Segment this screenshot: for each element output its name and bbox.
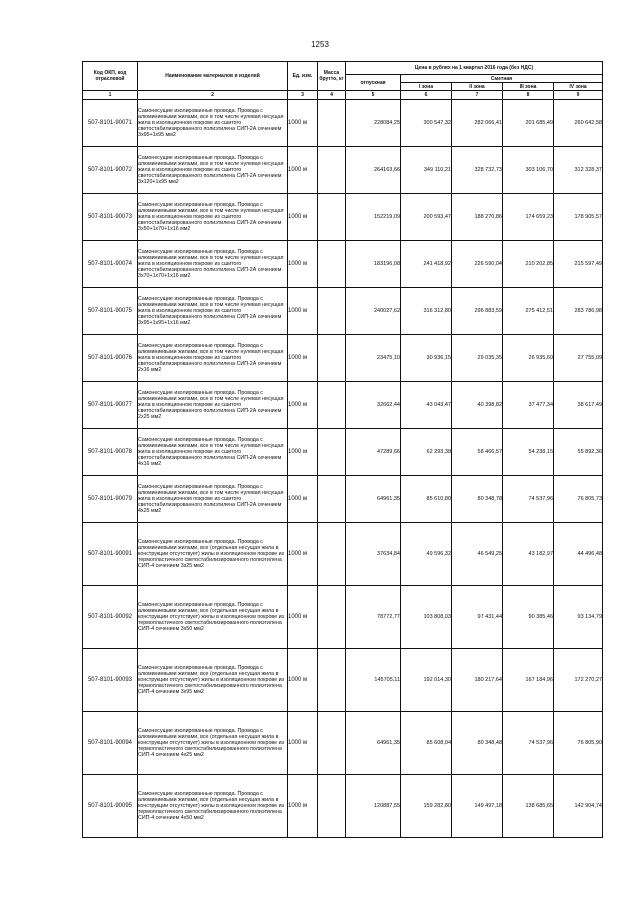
price-zone-1: 103 808,03 xyxy=(401,586,452,649)
table-row xyxy=(83,649,603,712)
description-text: Самонесущие изолированные провода. Провода с алюминиевыми жилами, все в том числе нулевая несущая жила в изоляционном покрове из сшитого светостабилизированного полиэтилена СИП-2А сечением 3х120+1х95 мм2 xyxy=(138,154,284,186)
gross-mass xyxy=(318,288,346,335)
product-code: 507-8101-90075 xyxy=(83,288,138,335)
table-row xyxy=(83,712,603,775)
description-text: Самонесущие изолированные провода. Провода с алюминиевыми жилами, все в том числе нулевая несущая жила в изоляционном покрове из сшитого светостабилизированного полиэтилена СИП-2А сечением 4х16 мм2 xyxy=(138,436,284,468)
product-code: 507-8101-90091 xyxy=(83,523,138,586)
product-code: 507-8101-90071 xyxy=(83,100,138,147)
release-price: 120887,55 xyxy=(346,775,401,838)
product-code: 507-8101-90077 xyxy=(83,382,138,429)
product-code: 507-8101-90095 xyxy=(83,775,138,838)
table-row xyxy=(83,586,603,649)
column-number: 1 xyxy=(83,91,138,100)
release-price: 78772,77 xyxy=(346,586,401,649)
gross-mass xyxy=(318,429,346,476)
price-zone-4: 260 642,58 xyxy=(554,100,603,147)
price-zone-2: 80 348,78 xyxy=(452,476,503,523)
column-number: 2 xyxy=(138,91,288,100)
price-zone-2: 188 270,86 xyxy=(452,194,503,241)
table-row xyxy=(83,147,603,194)
release-price: 152219,09 xyxy=(346,194,401,241)
unit-of-measure: 1000 м xyxy=(288,476,318,523)
product-description xyxy=(138,147,288,194)
price-zone-1: 49 596,32 xyxy=(401,523,452,586)
gross-mass xyxy=(318,775,346,838)
product-code: 507-8101-90072 xyxy=(83,147,138,194)
price-zone-1: 192 014,30 xyxy=(401,649,452,712)
product-description xyxy=(138,100,288,147)
description-text: Самонесущие изолированные провода. Провода с алюминиевыми жилами, все (отдельная несущая жила в конструкции отсутствует) жилы в изоляционном покрове из термопластичного светостабилизированного полиэтилена СИП-4 сечением 3х50 мм2 xyxy=(138,601,284,633)
price-zone-3: 174 659,23 xyxy=(503,194,554,241)
price-zone-1: 300 547,32 xyxy=(401,100,452,147)
description-text: Самонесущие изолированные провода. Провода с алюминиевыми жилами, все в том числе нулевая несущая жила в изоляционном покрове из сшитого светостабилизированного полиэтилена СИП-2А сечением 2х25 мм2 xyxy=(138,389,284,421)
column-number: 5 xyxy=(346,91,401,100)
product-description xyxy=(138,712,288,775)
unit-of-measure: 1000 м xyxy=(288,429,318,476)
unit-of-measure: 1000 м xyxy=(288,775,318,838)
product-code: 507-8101-90093 xyxy=(83,649,138,712)
price-zone-4: 76 805,73 xyxy=(554,476,603,523)
header-unit: Ед. изм. xyxy=(288,62,318,91)
price-zone-1: 85 608,04 xyxy=(401,712,452,775)
price-zone-1: 159 282,80 xyxy=(401,775,452,838)
price-zone-1: 200 593,47 xyxy=(401,194,452,241)
header-zone2: II зона xyxy=(452,83,503,91)
product-description xyxy=(138,649,288,712)
unit-of-measure: 1000 м xyxy=(288,147,318,194)
header-zone1: I зона xyxy=(401,83,452,91)
column-number: 9 xyxy=(554,91,603,100)
price-table xyxy=(82,61,603,838)
unit-of-measure: 1000 м xyxy=(288,586,318,649)
price-zone-3: 210 202,85 xyxy=(503,241,554,288)
product-description xyxy=(138,288,288,335)
release-price: 23475,10 xyxy=(346,335,401,382)
price-zone-3: 37 477,34 xyxy=(503,382,554,429)
product-code: 507-8101-90078 xyxy=(83,429,138,476)
release-price: 47289,66 xyxy=(346,429,401,476)
product-description xyxy=(138,586,288,649)
price-zone-1: 349 110,21 xyxy=(401,147,452,194)
product-code: 507-8101-90094 xyxy=(83,712,138,775)
product-code: 507-8101-90079 xyxy=(83,476,138,523)
price-zone-2: 29 035,35 xyxy=(452,335,503,382)
release-price: 37634,84 xyxy=(346,523,401,586)
price-zone-2: 40 398,82 xyxy=(452,382,503,429)
price-zone-2: 80 348,48 xyxy=(452,712,503,775)
price-zone-4: 38 617,49 xyxy=(554,382,603,429)
price-zone-3: 43 182,97 xyxy=(503,523,554,586)
header-code: Код ОКП, код отраслевой xyxy=(83,62,138,91)
price-zone-3: 275 412,51 xyxy=(503,288,554,335)
gross-mass xyxy=(318,523,346,586)
price-zone-4: 312 328,37 xyxy=(554,147,603,194)
description-text: Самонесущие изолированные провода. Провода с алюминиевыми жилами, все (отдельная несущая жила в конструкции отсутствует) жилы в изоляционном покрове из термопластичного светостабилизированного полиэтилена СИП-4 сечением 4х25 мм2 xyxy=(138,727,284,759)
unit-of-measure: 1000 м xyxy=(288,649,318,712)
price-zone-2: 149 497,18 xyxy=(452,775,503,838)
table-row xyxy=(83,775,603,838)
unit-of-measure: 1000 м xyxy=(288,100,318,147)
product-description xyxy=(138,382,288,429)
unit-of-measure: 1000 м xyxy=(288,194,318,241)
product-code: 507-8101-90074 xyxy=(83,241,138,288)
unit-of-measure: 1000 м xyxy=(288,382,318,429)
unit-of-measure: 1000 м xyxy=(288,241,318,288)
product-description xyxy=(138,775,288,838)
price-zone-4: 178 905,57 xyxy=(554,194,603,241)
price-zone-1: 85 610,80 xyxy=(401,476,452,523)
price-zone-4: 172 270,27 xyxy=(554,649,603,712)
product-description xyxy=(138,241,288,288)
price-zone-4: 55 892,36 xyxy=(554,429,603,476)
table-row xyxy=(83,429,603,476)
price-zone-2: 46 549,25 xyxy=(452,523,503,586)
description-text: Самонесущие изолированные провода. Провода с алюминиевыми жилами, все (отдельная несущая жила в конструкции отсутствует) жилы в изоляционном покрове из термопластичного светостабилизированного полиэтилена СИП-4 сечением 3х95 мм2 xyxy=(138,664,284,696)
product-code: 507-8101-90092 xyxy=(83,586,138,649)
header-zone3: III зона xyxy=(503,83,554,91)
gross-mass xyxy=(318,194,346,241)
unit-of-measure: 1000 м xyxy=(288,288,318,335)
release-price: 64961,35 xyxy=(346,476,401,523)
description-text: Самонесущие изолированные провода. Провода с алюминиевыми жилами, все в том числе нулевая несущая жила в изоляционном покрове из сшитого светостабилизированного полиэтилена СИП-2А сечением 3х50+1х70+1х16 мм2 xyxy=(138,201,284,233)
gross-mass xyxy=(318,476,346,523)
unit-of-measure: 1000 м xyxy=(288,335,318,382)
gross-mass xyxy=(318,382,346,429)
release-price: 183196,08 xyxy=(346,241,401,288)
unit-of-measure: 1000 м xyxy=(288,712,318,775)
table-row xyxy=(83,335,603,382)
description-text: Самонесущие изолированные провода. Провода с алюминиевыми жилами, все в том числе нулевая несущая жила в изоляционном покрове из сшитого светостабилизированного полиэтилена СИП-2А сечением 3х95+1х95 мм2 xyxy=(138,107,284,139)
price-zone-4: 27 755,09 xyxy=(554,335,603,382)
unit-of-measure: 1000 м xyxy=(288,523,318,586)
product-description xyxy=(138,523,288,586)
price-zone-1: 316 312,80 xyxy=(401,288,452,335)
product-description xyxy=(138,429,288,476)
price-zone-4: 215 597,49 xyxy=(554,241,603,288)
product-description xyxy=(138,194,288,241)
price-zone-4: 93 134,79 xyxy=(554,586,603,649)
table-row xyxy=(83,100,603,147)
header-mass: Масса брутто, кг xyxy=(318,62,346,91)
column-number: 7 xyxy=(452,91,503,100)
gross-mass xyxy=(318,100,346,147)
price-zone-2: 58 466,57 xyxy=(452,429,503,476)
price-zone-3: 54 238,15 xyxy=(503,429,554,476)
description-text: Самонесущие изолированные провода. Провода с алюминиевыми жилами, все в том числе нулевая несущая жила в изоляционном покрове из сшитого светостабилизированного полиэтилена СИП-2А сечением 3х95+1х95+1х16 мм2 xyxy=(138,295,284,327)
price-zone-3: 138 685,65 xyxy=(503,775,554,838)
product-description xyxy=(138,335,288,382)
description-text: Самонесущие изолированные провода. Провода с алюминиевыми жилами, все в том числе нулевая несущая жила в изоляционном покрове из сшитого светостабилизированного полиэтилена СИП-2А сечением 2х16 мм2 xyxy=(138,342,284,374)
description-text: Самонесущие изолированные провода. Провода с алюминиевыми жилами, все (отдельная несущая жила в конструкции отсутствует) жилы в изоляционном покрове из термопластичного светостабилизированного полиэтилена СИП-4 сечением 4х50 мм2 xyxy=(138,790,284,822)
description-text: Самонесущие изолированные провода. Провода с алюминиевыми жилами, все в том числе нулевая несущая жила в изоляционном покрове из сшитого светостабилизированного полиэтилена СИП-2А сечением 4х25 мм2 xyxy=(138,483,284,515)
price-zone-2: 97 431,44 xyxy=(452,586,503,649)
header-estimate: Сметная xyxy=(401,75,603,83)
description-text: Самонесущие изолированные провода. Провода с алюминиевыми жилами, все в том числе нулевая несущая жила в изоляционном покрове из сшитого светостабилизированного полиэтилена СИП-2А сечением 3х70+1х70+1х16 мм2 xyxy=(138,248,284,280)
price-zone-4: 76 805,90 xyxy=(554,712,603,775)
header-price-group: Цена в рублях на 1 квартал 2016 года (без НДС) xyxy=(346,62,603,75)
price-zone-3: 201 685,49 xyxy=(503,100,554,147)
table-row xyxy=(83,288,603,335)
release-price: 145705,11 xyxy=(346,649,401,712)
table-row xyxy=(83,523,603,586)
price-zone-1: 62 293,38 xyxy=(401,429,452,476)
gross-mass xyxy=(318,712,346,775)
header-name: Наименование материалов и изделий xyxy=(138,62,288,91)
price-zone-3: 74 537,96 xyxy=(503,712,554,775)
price-zone-3: 90 385,46 xyxy=(503,586,554,649)
price-zone-1: 43 043,47 xyxy=(401,382,452,429)
release-price: 64961,35 xyxy=(346,712,401,775)
price-zone-4: 142 904,74 xyxy=(554,775,603,838)
header-release: отпускная xyxy=(346,75,401,91)
price-zone-3: 26 935,60 xyxy=(503,335,554,382)
gross-mass xyxy=(318,147,346,194)
column-number: 4 xyxy=(318,91,346,100)
price-zone-2: 226 590,04 xyxy=(452,241,503,288)
column-number: 3 xyxy=(288,91,318,100)
price-zone-4: 44 496,48 xyxy=(554,523,603,586)
price-zone-3: 303 106,70 xyxy=(503,147,554,194)
gross-mass xyxy=(318,586,346,649)
price-zone-4: 283 786,98 xyxy=(554,288,603,335)
price-zone-1: 241 418,92 xyxy=(401,241,452,288)
release-price: 240027,62 xyxy=(346,288,401,335)
price-zone-3: 167 184,96 xyxy=(503,649,554,712)
table-row xyxy=(83,241,603,288)
table-row xyxy=(83,194,603,241)
price-zone-3: 74 537,96 xyxy=(503,476,554,523)
gross-mass xyxy=(318,335,346,382)
price-zone-2: 328 732,73 xyxy=(452,147,503,194)
product-code: 507-8101-90076 xyxy=(83,335,138,382)
price-zone-1: 30 936,15 xyxy=(401,335,452,382)
header-zone4: IV зона xyxy=(554,83,603,91)
description-text: Самонесущие изолированные провода. Провода с алюминиевыми жилами, все (отдельная несущая жила в конструкции отсутствует) жилы в изоляционном покрове из термопластичного светостабилизированного полиэтилена СИП-4 сечением 3х25 мм2 xyxy=(138,538,284,570)
column-numbers-row xyxy=(83,91,603,100)
gross-mass xyxy=(318,649,346,712)
table-row xyxy=(83,382,603,429)
product-code: 507-8101-90073 xyxy=(83,194,138,241)
page-number: 1253 xyxy=(311,40,329,49)
price-zone-2: 282 066,41 xyxy=(452,100,503,147)
release-price: 228084,25 xyxy=(346,100,401,147)
product-description xyxy=(138,476,288,523)
price-zone-2: 180 217,64 xyxy=(452,649,503,712)
column-number: 8 xyxy=(503,91,554,100)
release-price: 264163,66 xyxy=(346,147,401,194)
release-price: 32662,44 xyxy=(346,382,401,429)
price-zone-2: 296 883,59 xyxy=(452,288,503,335)
column-number: 6 xyxy=(401,91,452,100)
table-row xyxy=(83,476,603,523)
gross-mass xyxy=(318,241,346,288)
